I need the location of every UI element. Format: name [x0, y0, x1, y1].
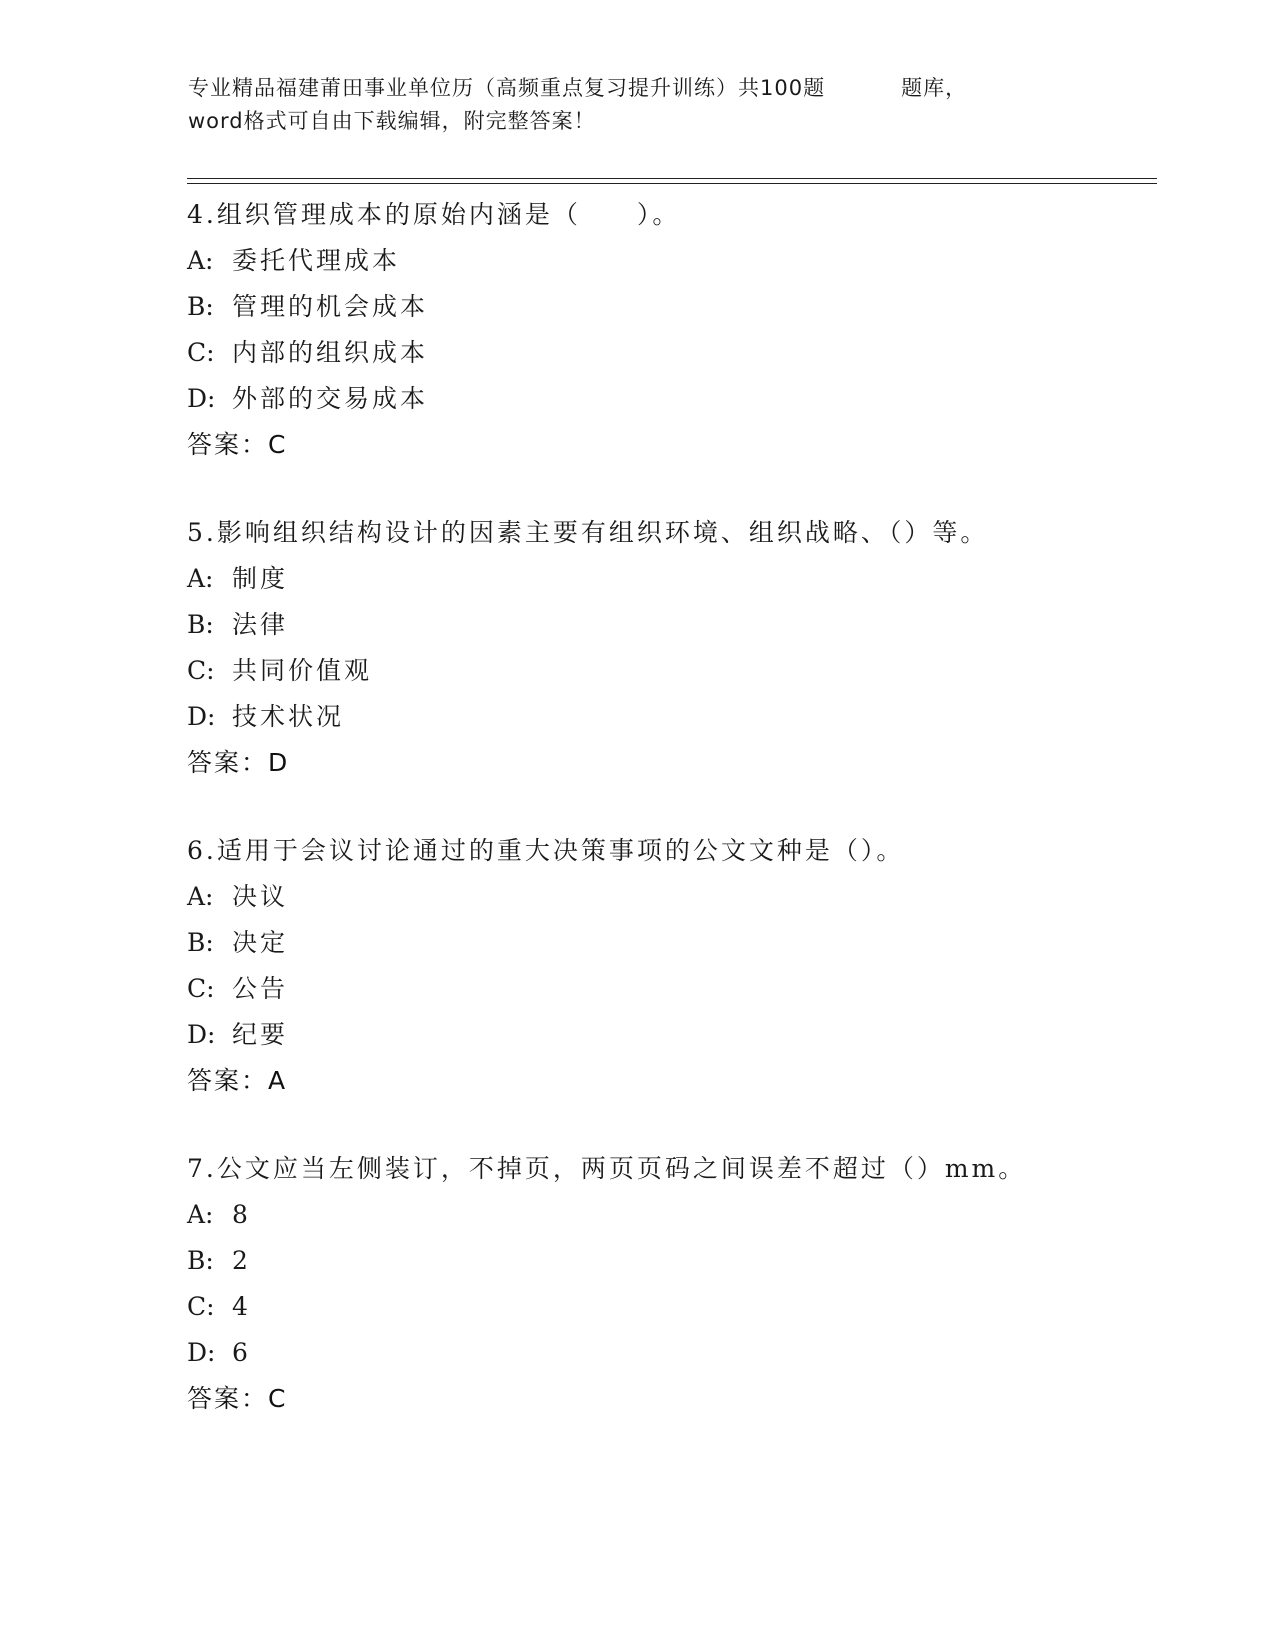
question-list	[187, 192, 1167, 1464]
option-d	[187, 1330, 1167, 1376]
option-c	[187, 648, 1167, 694]
option-key: D:	[187, 1020, 216, 1049]
header-subtitle: word格式可自由下载编辑，附完整答案！	[188, 109, 596, 133]
option-text: 公告	[232, 974, 289, 1003]
option-text: 制度	[232, 564, 289, 593]
answer-line: 答案：C	[187, 1384, 288, 1413]
question-stem: 4.组织管理成本的原始内涵是（ ）。	[187, 200, 681, 229]
option-key: B:	[187, 1246, 214, 1275]
question-4	[187, 192, 1167, 468]
document-header	[188, 72, 1088, 138]
answer-line: 答案：A	[187, 1066, 288, 1095]
question-stem: 6.适用于会议讨论通过的重大决策事项的公文文种是（）。	[187, 836, 905, 865]
option-key: C:	[187, 974, 215, 1003]
question-7	[187, 1146, 1167, 1422]
question-5	[187, 510, 1167, 786]
option-key: D:	[187, 384, 216, 413]
question-stem: 7.公文应当左侧装订，不掉页，两页页码之间误差不超过（）mm。	[187, 1154, 1027, 1183]
question-6	[187, 828, 1167, 1104]
option-text: 委托代理成本	[232, 246, 401, 275]
option-text: 技术状况	[232, 702, 345, 731]
option-b	[187, 284, 1167, 330]
option-b	[187, 1238, 1167, 1284]
option-key: C:	[187, 338, 215, 367]
option-key: B:	[187, 928, 214, 957]
option-a	[187, 1192, 1167, 1238]
header-divider-top	[187, 178, 1157, 179]
option-text: 决议	[232, 882, 289, 911]
option-d	[187, 1012, 1167, 1058]
answer-line: 答案：D	[187, 748, 290, 777]
option-a	[187, 556, 1167, 602]
header-divider-bottom	[187, 183, 1157, 184]
answer-line: 答案：C	[187, 430, 288, 459]
header-title-line	[188, 72, 1088, 105]
option-text: 2	[232, 1246, 251, 1275]
option-key: A:	[187, 246, 214, 275]
option-c	[187, 966, 1167, 1012]
option-key: D:	[187, 1338, 216, 1367]
option-key: B:	[187, 610, 214, 639]
option-text: 共同价值观	[232, 656, 373, 685]
option-text: 8	[232, 1200, 251, 1229]
option-key: C:	[187, 1292, 215, 1321]
option-a	[187, 874, 1167, 920]
header-title: 专业精品福建莆田事业单位历（高频重点复习提升训练）共100题	[188, 76, 826, 100]
option-d	[187, 376, 1167, 422]
question-stem: 5.影响组织结构设计的因素主要有组织环境、组织战略、（）等。	[187, 518, 989, 547]
option-text: 外部的交易成本	[232, 384, 429, 413]
option-text: 纪要	[232, 1020, 289, 1049]
option-b	[187, 602, 1167, 648]
option-text: 内部的组织成本	[232, 338, 429, 367]
option-text: 法律	[232, 610, 289, 639]
option-key: B:	[187, 292, 214, 321]
option-text: 决定	[232, 928, 289, 957]
option-key: A:	[187, 1200, 214, 1229]
option-key: C:	[187, 656, 215, 685]
option-key: D:	[187, 702, 216, 731]
option-text: 4	[232, 1292, 251, 1321]
option-b	[187, 920, 1167, 966]
option-key: A:	[187, 882, 214, 911]
option-a	[187, 238, 1167, 284]
option-c	[187, 330, 1167, 376]
option-text: 管理的机会成本	[232, 292, 429, 321]
option-d	[187, 694, 1167, 740]
option-key: A:	[187, 564, 214, 593]
header-title-suffix: 题库，	[901, 76, 968, 100]
option-c	[187, 1284, 1167, 1330]
option-text: 6	[232, 1338, 251, 1367]
